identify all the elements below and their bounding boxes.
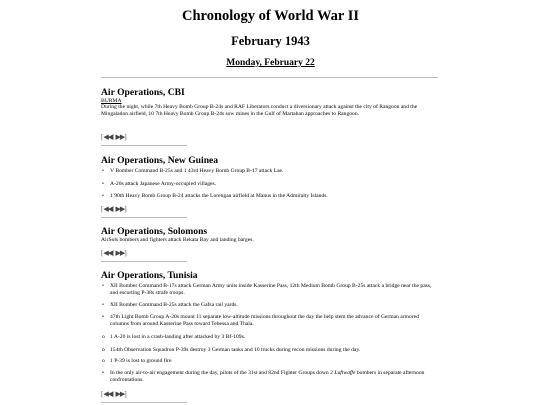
section-title-cbi: Air Operations, CBI — [101, 87, 185, 98]
list-item: • XII Bomber Command B-17s attack German Army units inside Kasserine Pass, 12th Medium Bomb Group B-25s attack a bridge near the pass, and escorting P-38s strafe troops. — [102, 283, 432, 296]
prev-icon[interactable]: ◀◀ — [103, 249, 113, 257]
next-icon[interactable]: ▶▶ — [115, 249, 125, 257]
solomons-text: AirSols bombers and fighters attack Rekata Bay and landing barges. — [101, 237, 254, 243]
divider — [101, 77, 438, 78]
list-item: o 154th Observation Squadron P-39s destroy 3 German tanks and 10 trucks during recon missions during the day. — [102, 347, 361, 353]
nav-new-guinea: [◀◀|▶▶] — [101, 205, 127, 213]
divider — [101, 402, 187, 403]
divider — [101, 217, 187, 218]
nav-cbi: [◀◀|▶▶] — [101, 133, 127, 141]
divider — [101, 261, 187, 262]
next-icon[interactable]: ▶▶ — [115, 390, 125, 398]
list-item: o 1 P-39 is lost to ground fire — [102, 358, 172, 364]
list-item: • In the only air-to-air engagement during the day, pilots of the 31st and 82nd Fighter Groups down 2 Luftwaffe bombers in separate afternoon confrontations. — [102, 370, 425, 383]
next-icon[interactable]: ▶▶ — [115, 205, 125, 213]
section-title-new-guinea: Air Operations, New Guinea — [101, 155, 219, 166]
prev-icon[interactable]: ◀◀ — [103, 205, 113, 213]
list-item: • 1 90th Heavy Bomb Group B-24 attacks the Lorengau airfield at Manus in the Admiralty Islands. — [102, 193, 328, 199]
section-title-solomons: Air Operations, Solomons — [101, 226, 208, 237]
section-title-tunisia: Air Operations, Tunisia — [101, 270, 198, 281]
list-item: • V Bomber Command B-25s and 1 43rd Heavy Bomb Group B-17 attack Lae. — [102, 168, 284, 174]
nav-solomons: [◀◀|▶▶] — [101, 249, 127, 257]
nav-tunisia: [◀◀|▶▶] — [101, 390, 127, 398]
cbi-text: During the night, while 7th Heavy Bomb Group B-24s and RAF Liberators conduct a diversionary attack against the city of Rangoon and the Mingaladon airfield, 10 7th Heavy Bomb Group B-24s sow mines in the Gulf of Martaban approaches to Rangoon. — [101, 104, 418, 117]
subhead-burma: BURMA — [101, 98, 122, 104]
day-heading: Monday, February 22 — [226, 58, 315, 68]
list-item: • A-20s attack Japanese Army-occupied villages. — [102, 181, 217, 187]
page-title: Chronology of World War II — [182, 8, 359, 24]
list-item: • 47th Light Bomb Group A-20s mount 11 separate low-altitude missions throughout the day the help stem the advance of German armored columns from around Kasserine Pass toward Tebessa and Thala. — [102, 314, 419, 327]
prev-icon[interactable]: ◀◀ — [103, 133, 113, 141]
list-item: o 1 A-20 is lost in a crash-landing after attacked by 3 Bf-109s. — [102, 334, 246, 340]
next-icon[interactable]: ▶▶ — [115, 133, 125, 141]
prev-icon[interactable]: ◀◀ — [103, 390, 113, 398]
month-heading: February 1943 — [231, 34, 310, 48]
list-item: • XII Bomber Command B-25s attack the Gafsa rail yards. — [102, 302, 238, 308]
divider — [101, 145, 187, 146]
